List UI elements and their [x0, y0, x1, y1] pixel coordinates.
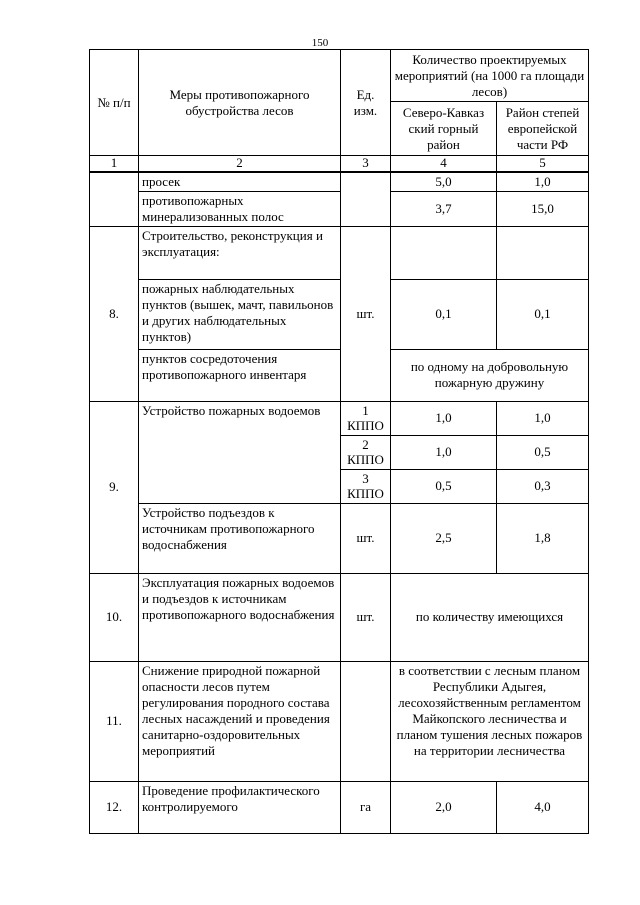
measure-inventory-points: пунктов сосредоточения противопожарного инвентаря	[139, 349, 341, 401]
measure-observation-towers: пожарных наблюдательных пунктов (вышек, мачт, павильонов и других наблюдательных пунктов)	[139, 279, 341, 349]
fire-measures-table	[89, 49, 589, 834]
measure-construction-heading: Строительство, реконструкция и эксплуатация:	[139, 226, 341, 279]
value-inventory-points: по одному на добровольную пожарную дружину	[391, 349, 589, 401]
col-number-5: 5	[497, 156, 589, 172]
unit-row-11	[341, 661, 391, 781]
unit-row-8: шт.	[341, 226, 391, 401]
measure-controlled-burning: Проведение профилактического контролируемого	[139, 781, 341, 833]
header-quantity: Количество проектируемых мероприятий (на 1000 га площади лесов)	[391, 50, 589, 102]
measure-prosek: просек	[139, 172, 341, 192]
value-access-caucasus: 2,5	[391, 503, 497, 573]
measure-pond-operation: Эксплуатация пожарных водоемов и подъездов к источникам противопожарного водоснабжения	[139, 573, 341, 661]
unit-row-10: шт.	[341, 573, 391, 661]
value-row12-steppe: 4,0	[497, 781, 589, 833]
value-row-10: по количеству имеющихся	[391, 573, 589, 661]
col-number-1: 1	[90, 156, 139, 172]
header-unit: Ед. изм.	[341, 50, 391, 156]
unit-kppo-2: 2 КППО	[341, 435, 391, 469]
unit-row-12: га	[341, 781, 391, 833]
value-access-steppe: 1,8	[497, 503, 589, 573]
value-towers-caucasus: 0,1	[391, 279, 497, 349]
value-kppo3-caucasus: 0,5	[391, 469, 497, 503]
unit-access-roads: шт.	[341, 503, 391, 573]
value-kppo1-caucasus: 1,0	[391, 401, 497, 435]
row-number-12: 12.	[90, 781, 139, 833]
value-kppo1-steppe: 1,0	[497, 401, 589, 435]
measure-mineral-strips: противопожарных минерализованных полос	[139, 191, 341, 226]
header-num: № п/п	[90, 50, 139, 156]
value-prosek-steppe: 1,0	[497, 172, 589, 192]
continuation-num-cell	[90, 172, 139, 227]
value-towers-steppe: 0,1	[497, 279, 589, 349]
row-number-10: 10.	[90, 573, 139, 661]
value-row-11: в соответствии с лесным планом Республики Адыгея, лесохозяйственным регламентом Майкопского лесничества и планом тушения лесных пожаров на территории лесничества	[391, 661, 589, 781]
header-region-steppe: Район степей европейской части РФ	[497, 102, 589, 156]
header-measures: Меры противопожарного обустройства лесов	[139, 50, 341, 156]
value-mineral-steppe: 15,0	[497, 191, 589, 226]
col-number-4: 4	[391, 156, 497, 172]
unit-kppo-1: 1 КППО	[341, 401, 391, 435]
value-prosek-caucasus: 5,0	[391, 172, 497, 192]
value-row12-caucasus: 2,0	[391, 781, 497, 833]
measure-fire-risk-reduction: Снижение природной пожарной опасности лесов путем регулирования породного состава лесных насаждений и проведения санитарно-оздоровительных мероприятий	[139, 661, 341, 781]
measure-access-roads: Устройство подъездов к источникам противопожарного водоснабжения	[139, 503, 341, 573]
continuation-unit-cell	[341, 172, 391, 227]
value-kppo2-caucasus: 1,0	[391, 435, 497, 469]
empty-cell	[391, 226, 497, 279]
row-number-11: 11.	[90, 661, 139, 781]
page-number: 150	[311, 37, 329, 49]
unit-kppo-3: 3 КППО	[341, 469, 391, 503]
col-number-2: 2	[139, 156, 341, 172]
row-number-9: 9.	[90, 401, 139, 573]
value-kppo3-steppe: 0,3	[497, 469, 589, 503]
empty-cell	[497, 226, 589, 279]
value-kppo2-steppe: 0,5	[497, 435, 589, 469]
header-region-caucasus: Северо-Кавказ ский горный район	[391, 102, 497, 156]
value-mineral-caucasus: 3,7	[391, 191, 497, 226]
row-number-8: 8.	[90, 226, 139, 401]
col-number-3: 3	[341, 156, 391, 172]
measure-fire-ponds: Устройство пожарных водоемов	[139, 401, 341, 503]
